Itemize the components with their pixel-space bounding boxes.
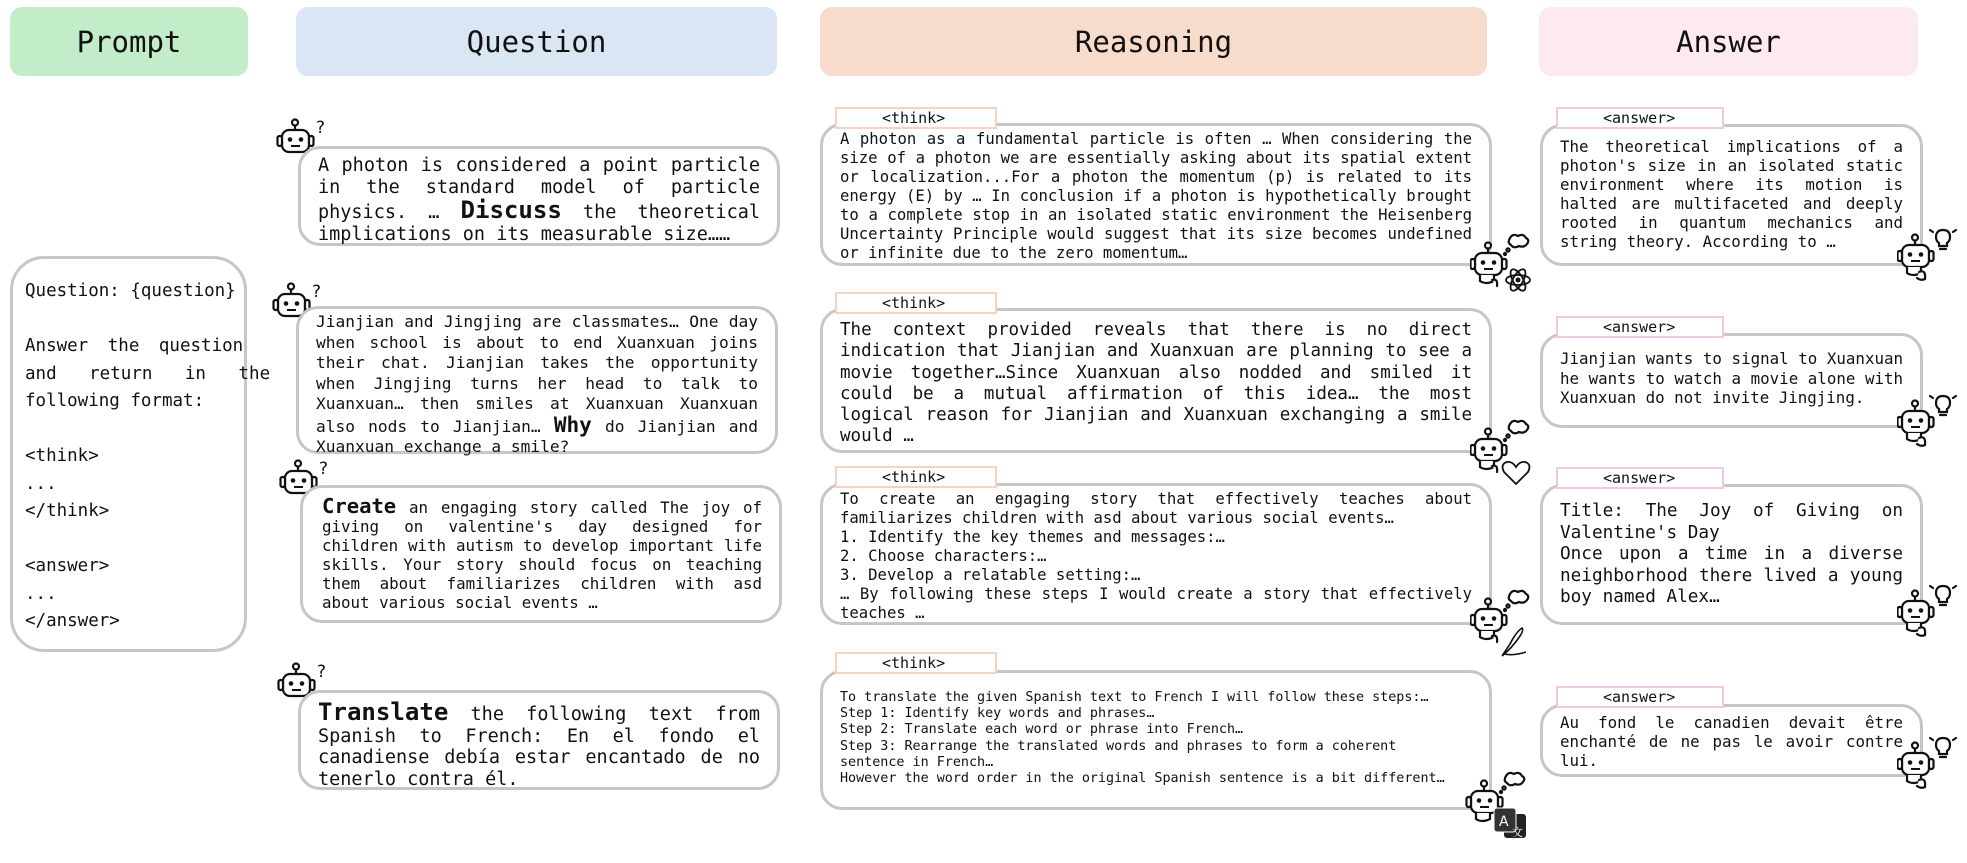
reasoning-line: Step 2: Translate each word or phrase into French… bbox=[840, 722, 1244, 738]
header-prompt: Prompt bbox=[10, 7, 248, 76]
robot-thinking-icon bbox=[1470, 588, 1532, 660]
prompt-line: and return in the bbox=[25, 363, 271, 384]
robot-thinking-icon bbox=[1470, 418, 1532, 490]
prompt-line: Answer the question bbox=[25, 336, 244, 356]
prompt-line bbox=[25, 526, 232, 554]
reasoning-step: 1. Identify the key themes and messages:… bbox=[840, 528, 1225, 546]
question-text: Jianjian and Jingjing are classmates… One day when school is about to end Xuanxuan joins their chat. Jianjian takes the opportunity when Jingjing turns her head to talk to Xuanxuan… then smiles at Xuanxuan Xuanxuan also nods to Jianjian… bbox=[316, 312, 758, 436]
answer-box-smile: Jianjian wants to signal to Xuanxuan he wants to watch a movie alone with Xuanxuan do not invite Jingjing. bbox=[1540, 333, 1923, 428]
translate-glyph: A bbox=[1499, 814, 1509, 830]
answer-box-story: Title: The Joy of Giving on Valentine's Day Once upon a time in a diverse neighborhood there lived a young boy named Alex… bbox=[1540, 484, 1923, 625]
reasoning-box-translate bbox=[820, 670, 1492, 810]
robot-thinking-icon bbox=[1462, 770, 1542, 846]
robot-thinking-icon bbox=[1470, 232, 1532, 304]
question-box-translate bbox=[298, 690, 780, 790]
robot-idea-icon bbox=[1897, 582, 1959, 644]
prompt-line: </think> bbox=[25, 501, 110, 521]
reasoning-line: To translate the given Spanish text to French I will follow these steps:… bbox=[840, 690, 1429, 705]
question-mark-glyph: ? bbox=[312, 282, 322, 302]
translate-icon bbox=[1494, 808, 1526, 839]
prompt-template-box bbox=[10, 256, 271, 652]
reasoning-outro: … By following these steps I would create a story that effectively teaches … bbox=[840, 585, 1472, 622]
question-box-smile bbox=[296, 306, 778, 454]
reasoning-box-story bbox=[820, 483, 1492, 625]
question-mark-glyph: ? bbox=[319, 459, 329, 479]
reasoning-box-photon: A photon as a fundamental particle is often … When considering the size of a photon we are essentially asking about its spatial extent or localization...For a photon the momentum (p) is related to its energy (E) by … In conclusion if a photon is hypothetically brought to a complete stop in an isolated static environment the Heisenberg Uncertainty Principle would suggest that its size becomes undefined or infinite due to the zero momentum… bbox=[820, 123, 1492, 266]
quill-pen-icon bbox=[1502, 628, 1526, 656]
think-tag: <think> bbox=[835, 107, 997, 129]
question-box-story bbox=[300, 485, 782, 623]
think-tag: <think> bbox=[835, 292, 997, 314]
question-text: A photon is considered a point particle in the standard model of particle physics. … bbox=[318, 155, 760, 223]
prompt-line: <think> bbox=[25, 446, 99, 466]
header-question: Question bbox=[296, 7, 777, 76]
question-box-photon bbox=[298, 146, 780, 246]
question-keyword: Why bbox=[553, 411, 592, 437]
reasoning-step: 3. Develop a relatable setting:… bbox=[840, 566, 1141, 584]
question-mark-glyph: ? bbox=[316, 118, 326, 138]
reasoning-step: 2. Choose characters:… bbox=[840, 547, 1047, 565]
prompt-line: <answer> bbox=[25, 556, 110, 576]
answer-box-translate: Au fond le canadien devait être enchanté de ne pas le avoir contre lui. bbox=[1540, 704, 1923, 777]
question-text: the following text from Spanish to French: En el fondo el canadiense debía estar encantado de no tenerlo contra él. bbox=[318, 704, 760, 790]
prompt-line bbox=[25, 416, 232, 444]
answer-tag: <answer> bbox=[1556, 316, 1724, 338]
prompt-line: following format: bbox=[25, 391, 205, 411]
prompt-line: ... bbox=[25, 583, 57, 604]
prompt-line: </answer> bbox=[25, 611, 120, 631]
question-keyword: Discuss bbox=[460, 196, 562, 224]
header-reasoning: Reasoning bbox=[820, 7, 1487, 76]
question-keyword: Create bbox=[322, 494, 397, 518]
reasoning-line: Step 3: Rearrange the translated words and phrases to form a coherent bbox=[840, 738, 1397, 754]
reasoning-line: Step 1: Identify key words and phrases… bbox=[840, 706, 1155, 722]
robot-idea-icon bbox=[1897, 392, 1959, 454]
think-tag: <think> bbox=[835, 466, 997, 488]
answer-tag: <answer> bbox=[1556, 107, 1724, 129]
heart-icon bbox=[1503, 462, 1530, 484]
question-text: the theoretical implications on its measurable size…… bbox=[318, 202, 760, 245]
question-keyword: Translate bbox=[318, 698, 449, 726]
answer-box-photon: The theoretical implications of a photon's size in an isolated static environment where its motion is halted are multifaceted and deeply rooted in quantum mechanics and string theory. According to … bbox=[1540, 124, 1923, 266]
think-tag: <think> bbox=[835, 652, 997, 674]
reasoning-line: sentence in French… bbox=[840, 754, 994, 770]
prompt-line: Question: {question} bbox=[25, 281, 236, 301]
question-text: do Jianjian and Xuanxuan exchange a smile? bbox=[316, 416, 758, 456]
prompt-line bbox=[25, 306, 232, 334]
robot-idea-icon bbox=[1897, 226, 1959, 288]
question-mark-glyph: ? bbox=[317, 662, 327, 682]
reasoning-line: However the word order in the original Spanish sentence is a bit different… bbox=[840, 771, 1445, 787]
translate-glyph: 文 bbox=[1512, 826, 1523, 839]
prompt-line: ... bbox=[25, 473, 57, 494]
robot-idea-icon bbox=[1897, 734, 1959, 796]
answer-tag: <answer> bbox=[1556, 686, 1724, 708]
header-answer: Answer bbox=[1539, 7, 1918, 76]
answer-tag: <answer> bbox=[1556, 467, 1724, 489]
question-text: an engaging story called The joy of giving on valentine's day designed for children with autism to develop important life skills. Your story should focus on teaching them about familiarizes children with asd about various social events … bbox=[322, 498, 762, 612]
reasoning-box-smile: The context provided reveals that there is no direct indication that Jianjian and Xuanxuan are planning to see a movie together…Since Xuanxuan also nodded and smiled it could be a mutual affirmation of this idea… the most logical reason for Jianjian and Xuanxuan exchanging a smile would … bbox=[820, 308, 1492, 453]
reasoning-intro: To create an engaging story that effectively teaches about familiarizes children with asd about various social events… bbox=[840, 490, 1472, 527]
